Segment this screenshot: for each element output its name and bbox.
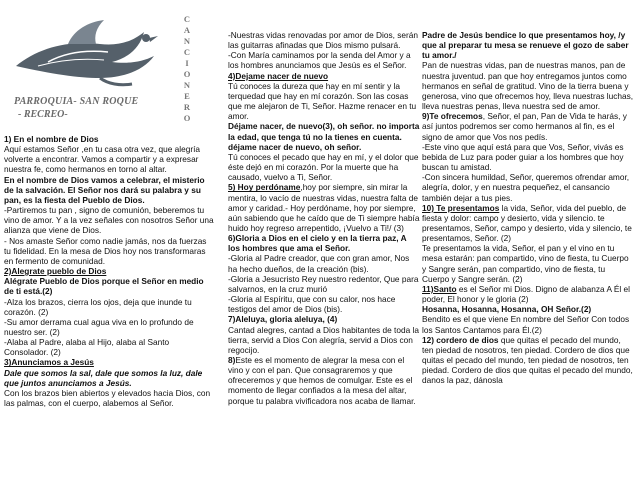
song-paragraph: 4)Dejame nacer de nuevo <box>228 70 329 81</box>
song-paragraph <box>422 335 634 386</box>
song-paragraph: -Gloria a Jesucristo Rey nuestro redentor, Que para salvarnos, en la cruz murió <box>228 273 419 294</box>
song-text-run: 8) <box>228 355 236 365</box>
song-paragraph: 6)Gloria a Dios en el cielo y en la tierra paz, A los hombres que ama el Señor. <box>228 233 407 254</box>
song-paragraph: 2)Alegrate pueblo de Dios <box>4 266 107 277</box>
cancionero-vertical-title: C A N C I O N E R O <box>183 14 191 123</box>
column-2 <box>228 30 420 406</box>
song-text-run: 10) Te presentamos <box>422 202 500 213</box>
song-text-run: la vida, Señor, vida del pueblo, de fiesta y dolor: campo y desierto, vida y silencio. te presentamos, Señor, campo y desierto, vida y silencio, te presentamos, Señor. (2) <box>422 202 632 244</box>
song-paragraph: Déjame nacer, de nuevo(3), oh señor. no importa la edad, que tenga tú no la tienes en cuenta. déjame nacer de nuevo, oh señor. <box>228 121 420 152</box>
song-paragraph: -Su amor derrama cual agua viva en lo profundo de nuestro ser. (2) <box>4 316 194 337</box>
song-text-run: ,hoy por siempre, sin mirar la mentira, lo vacío de nuestras vidas, nuestra falta de amor y caridad.- Hoy perdóname, hoy por siempre, aún sabiendo que he caído que de Ti siempre había huido hoy regreso arrepentido, ¡Vuelvo a Ti!/ (3) <box>228 182 420 233</box>
column-1 <box>4 0 214 408</box>
song-paragraph: Bendito es el que viene En nombre del Señor Con todos los Santos Cantamos para Él.(2) <box>422 314 630 335</box>
song-paragraph: -Partiremos tu pan , signo de comunión, beberemos tu vino de amor. Y a la vez señales con nosotros Señor una alianza que viene de Dios. <box>4 205 214 236</box>
song-paragraph: Aquí estamos Señor ,en tu casa otra vez, que alegría volverte a encontrar. Vamos a compartir y a expresar nuestra fe, como hermanos en torno al altar. <box>4 144 201 175</box>
song-paragraph: Hosanna, Hosanna, Hosanna, OH Señor.(2) <box>422 304 592 315</box>
song-paragraph: -Con María caminamos por la senda del Amor y a los hombres anunciamos que Jesús es el Señor. <box>228 50 411 71</box>
song-text-run: 11)Santo <box>422 283 457 294</box>
parish-location: - RECREO- <box>18 109 68 120</box>
song-paragraph: -Este vino que aquí está para que Vos, Señor, vivás es bebida de Luz para poder guiar a los hombres que hoy buscan tu amistad. <box>422 141 624 173</box>
song-paragraph: Alégrate Pueblo de Dios porque el Señor en medio de ti está.(2) <box>4 276 204 297</box>
song-paragraph: Cantad alegres, cantad a Dios habitantes de toda la tierra, servid a Dios Con alegría, servid a Dios con regocijo. <box>228 324 419 355</box>
song-paragraph: Con los brazos bien abiertos y elevados hacia Dios, con las palmas, con el cuerpo, alabemos al Señor. <box>4 387 211 409</box>
song-paragraph <box>422 111 634 141</box>
song-text-run: es el Señor mi Dios. Digno de alabanza A Él el poder, El honor y le gloria (2) <box>422 283 631 305</box>
song-paragraph: - Nos amaste Señor como nadie jamás, nos da fuerzas tu fidelidad. En la mesa de Dios hoy nos transformaras en fermento de comunidad. <box>4 235 207 266</box>
song-paragraph: Tú conoces la dureza que hay en mí sentir y la terquedad que hay en mí corazón. Son las cosas que me alejaron de Ti, Señor. Hazme renacer en tu amor. <box>228 80 417 122</box>
song-paragraph: Padre de Jesús bendice lo que presentamos hoy, /y que al preparar tu mesa se renueve el gozo de saber tu amor./ <box>422 30 629 61</box>
song-paragraph: -Gloria al Padre creador, que con gran amor, Nos ha hecho dueños, de la creación (bis). <box>228 253 410 274</box>
song-paragraph <box>422 203 634 244</box>
song-paragraph <box>228 355 420 406</box>
parish-name: PARROQUIA- SAN ROQUE <box>14 96 139 107</box>
song-paragraph: Pan de nuestras vidas, pan de nuestras manos, pan de nuestra juventud. pan que hoy entregamos juntos como hermanos en señal de gratitud. Vino de la tierra buena y generosa, vino que ofrecemos hoy, lleva nuestras luchas, lleva nuestras penas, lleva nuestra sed de amor. <box>422 60 634 112</box>
song-paragraph: -Gloria al Espíritu, que con su calor, nos hace testigos del amor de Dios (bis). <box>228 294 396 315</box>
song-paragraph: -Nuestras vidas renovadas por amor de Dios, serán las guitarras afinadas que Dios mismo pulsará. <box>228 30 418 51</box>
song-paragraph <box>228 182 420 233</box>
song-text-run: 12) cordero de dios <box>422 334 499 345</box>
song-paragraph: 7)Aleluya, gloria aleluya, (4) <box>228 314 338 325</box>
song-paragraph: 1) En el nombre de Dios <box>4 134 99 144</box>
song-paragraph: En el nombre de Dios vamos a celebrar, el misterio de la salvación. El Señor nos dará su palabra y su pan, es la fiesta del Pueblo de Dios. <box>4 174 205 205</box>
song-paragraph: Te presentamos la vida, Señor, el pan y el vino en tu mesa estarán: pan compartido, vino de fiesta, tu Cuerpo y Sangre serán, pan compartido, vino de fiesta, tu Cuerpo y Sangre serán. (2) <box>422 243 629 284</box>
song-text-run: 9)Te ofrecemos <box>422 111 483 122</box>
song-paragraph: Tú conoces el pecado que hay en mí, y el dolor que éste dejó en mi corazón. Por la muerte que ha causado, vuelvo a Ti, Señor. <box>228 151 419 183</box>
song-paragraph: -Alaba al Padre, alaba al Hijo, alaba al Santo Consolador. (2) <box>4 337 170 358</box>
column-3 <box>422 30 634 385</box>
song-text-run: 5) Hoy perdóname <box>228 182 301 193</box>
dove-icon <box>8 4 180 100</box>
song-text-run: , Señor, el pan, Pan de Vida te harás, y así juntos podremos ser como hermanos al fin, es el signo de amor que Vos nos pedís. <box>422 111 627 142</box>
song-text-run: Este es el momento de alegrar la mesa con el vino y con el pan. Que consagraremos y que ofreceremos y que hemos de comulgar. Este es el momento de llegar confiados a la mesa del altar, porque tu palabra vivificadora nos acaba de llamar. <box>228 355 416 406</box>
song-text-run: que quitas el pecado del mundo, ten piedad de nosotros, ten piedad. Cordero de dios que quitas el pecado del mundo, ten piedad de nosotros, ten piedad. Cordero de dios que quitas el pecado del mundo, danos la paz, dánosla <box>422 334 633 386</box>
song-paragraph: 3)Anunciamos a Jesús <box>4 357 94 368</box>
song-paragraph: Dale que somos la sal, dale que somos la luz, dale que juntos anunciamos a Jesús. <box>4 367 203 388</box>
song-paragraph <box>422 284 634 304</box>
song-paragraph: -Alza los brazos, cierra los ojos, deja que inunde tu corazón. (2) <box>4 296 192 317</box>
parish-logo <box>8 4 194 130</box>
column-1-body <box>4 134 214 408</box>
song-paragraph: -Con sincera humildad, Señor, queremos ofrendar amor, alegría, dolor, y en nuestra pequeñez, el cansancio también dejar a tus pies. <box>422 172 630 203</box>
